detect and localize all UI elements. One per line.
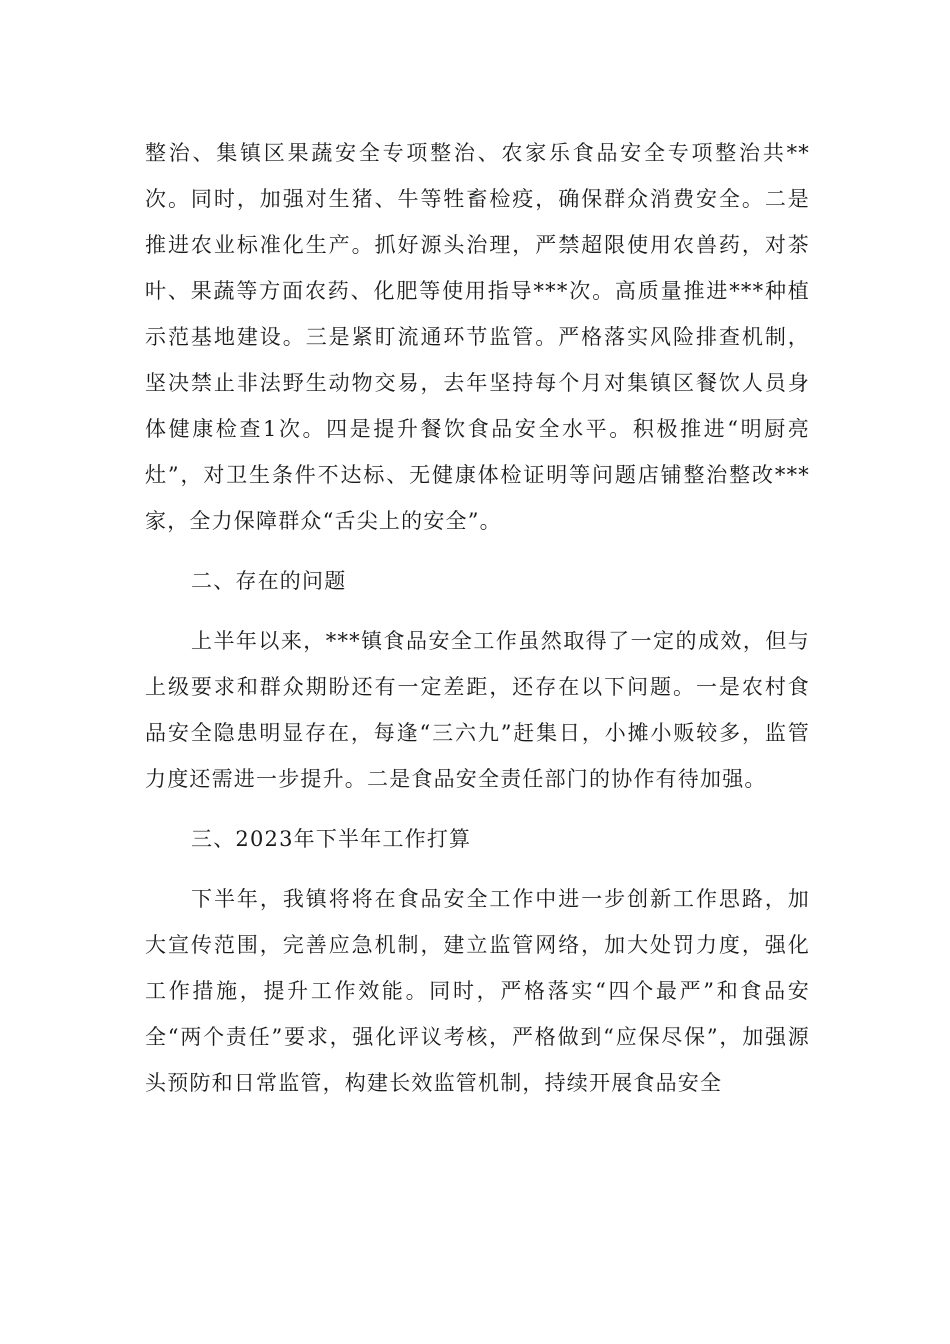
paragraph-gap <box>145 544 810 558</box>
paragraph-gap <box>145 604 810 618</box>
paragraph-continuation: 整治、集镇区果蔬安全专项整治、农家乐食品安全专项整治共**次。同时，加强对生猪、牛等牲畜检疫，确保群众消费安全。二是推进农业标准化生产。抓好源头治理，严禁超限使用农兽药，对茶叶、果蔬等方面农药、化肥等使用指导***次。高质量推进***种植示范基地建设。三是紧盯流通环节监管。严格落实风险排查机制，坚决禁止非法野生动物交易，去年坚持每个月对集镇区餐饮人员身体健康检查1次。四是提升餐饮食品安全水平。积极推进“明厨亮灶”，对卫生条件不达标、无健康体检证明等问题店铺整治整改***家，全力保障群众“舌尖上的安全”。 <box>145 141 810 533</box>
paragraph-gap <box>145 802 810 816</box>
paragraph-gap <box>145 862 810 876</box>
document-body <box>145 130 810 1106</box>
section-heading-plans: 三、2023年下半年工作打算 <box>191 827 472 851</box>
section-heading-problems: 二、存在的问题 <box>191 569 347 593</box>
paragraph-problems: 上半年以来，***镇食品安全工作虽然取得了一定的成效，但与上级要求和群众期盼还有一定差距，还存在以下问题。一是农村食品安全隐患明显存在，每逢“三六九”赶集日，小摊小贩较多，监管力度还需进一步提升。二是食品安全责任部门的协作有待加强。 <box>145 629 810 791</box>
paragraph-plans: 下半年，我镇将将在食品安全工作中进一步创新工作思路，加大宣传范围，完善应急机制，建立监管网络，加大处罚力度，强化工作措施，提升工作效能。同时，严格落实“四个最严”和食品安全“两个责任”要求，强化评议考核，严格做到“应保尽保”，加强源头预防和日常监管，构建长效监管机制，持续开展食品安全 <box>145 887 810 1095</box>
